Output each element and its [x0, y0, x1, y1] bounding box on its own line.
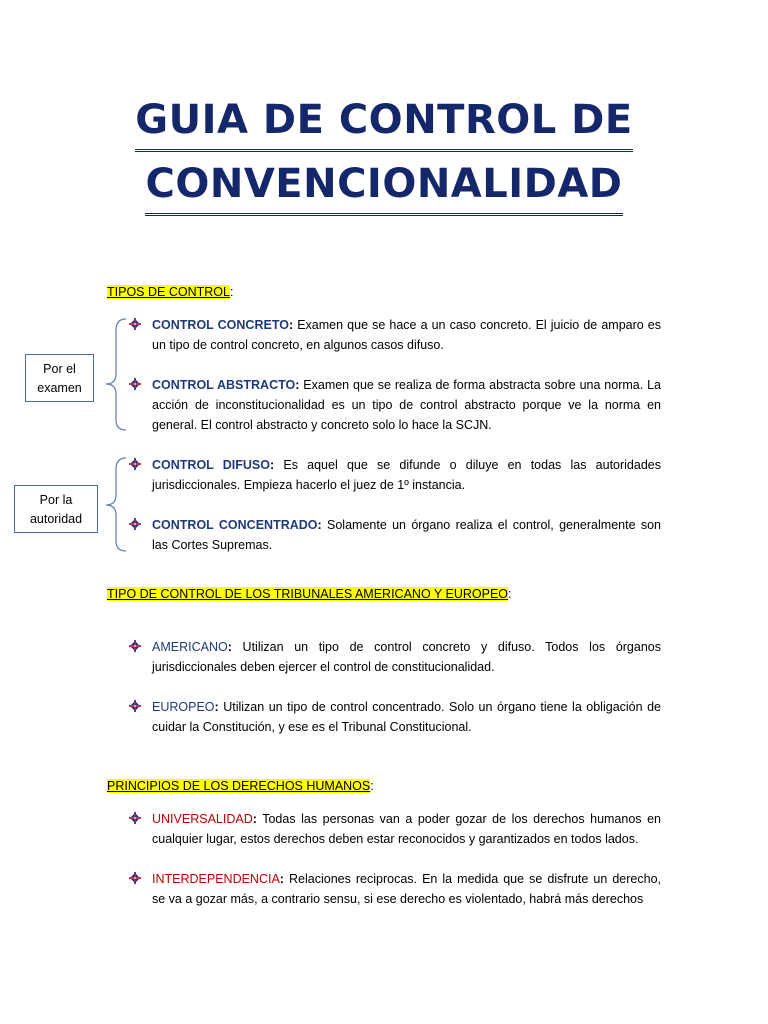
- list-item-control-abstracto: CONTROL ABSTRACTO: Examen que se realiza de forma abstracta sobre una norma. La acción de inconstitucionalidad es un tipo de control abstracto porque ve la norma en general. El control abstracto y concreto solo lo hace la SCJN.: [129, 375, 661, 435]
- list-item-europeo: EUROPEO: Utilizan un tipo de control concentrado. Solo un órgano tiene la obligación de cuidar la Constitución, y ese es el Tribunal Constitucional.: [129, 697, 661, 737]
- category-box-autoridad: [14, 485, 98, 533]
- brace-examen: [104, 316, 130, 434]
- box-label-line-2: examen: [37, 381, 82, 395]
- bullet-icon: [129, 872, 141, 884]
- section-heading-principios: PRINCIPIOS DE LOS DERECHOS HUMANOS:: [107, 779, 374, 793]
- bullet-icon: [129, 378, 141, 390]
- document-title: [0, 92, 768, 216]
- title-line-1: GUIA DE CONTROL DE: [135, 92, 632, 152]
- bullet-icon: [129, 458, 141, 470]
- brace-autoridad: [104, 455, 130, 555]
- list-item-control-concreto: CONTROL CONCRETO: Examen que se hace a un caso concreto. El juicio de amparo es un tipo de control concreto, en algunos casos difuso.: [129, 315, 661, 355]
- title-line-2: CONVENCIONALIDAD: [145, 156, 622, 216]
- bullet-icon: [129, 812, 141, 824]
- list-item-universalidad: UNIVERSALIDAD: Todas las personas van a poder gozar de los derechos humanos en cualquier lugar, estos derechos deben estar reconocidos y garantizados en todos lados.: [129, 809, 661, 849]
- box-label-line-1: Por la: [39, 493, 73, 507]
- bullet-icon: [129, 318, 141, 330]
- list-item-americano: AMERICANO: Utilizan un tipo de control concreto y difuso. Todos los órganos jurisdiccionales deben ejercer el control de constitucionalidad.: [129, 637, 661, 677]
- list-item-control-difuso: CONTROL DIFUSO: Es aquel que se difunde o diluye en todas las autoridades jurisdiccionales. Empieza hacerlo el juez de 1º instancia.: [129, 455, 661, 495]
- section-heading-tribunales: TIPO DE CONTROL DE LOS TRIBUNALES AMERICANO Y EUROPEO:: [107, 587, 512, 601]
- bullet-icon: [129, 640, 141, 652]
- category-box-examen: [25, 354, 94, 402]
- bullet-icon: [129, 518, 141, 530]
- box-label-line-2: autoridad: [29, 512, 83, 526]
- list-item-interdependencia: INTERDEPENDENCIA: Relaciones reciprocas. En la medida que se disfrute un derecho, se va a gozar más, a contrario sensu, si ese derecho es violentado, habrá más derechos: [129, 869, 661, 909]
- bullet-icon: [129, 700, 141, 712]
- box-label-line-1: Por el: [43, 362, 76, 376]
- section-heading-tipos: TIPOS DE CONTROL:: [107, 285, 234, 299]
- list-item-control-concentrado: CONTROL CONCENTRADO: Solamente un órgano realiza el control, generalmente son las Cortes Supremas.: [129, 515, 661, 555]
